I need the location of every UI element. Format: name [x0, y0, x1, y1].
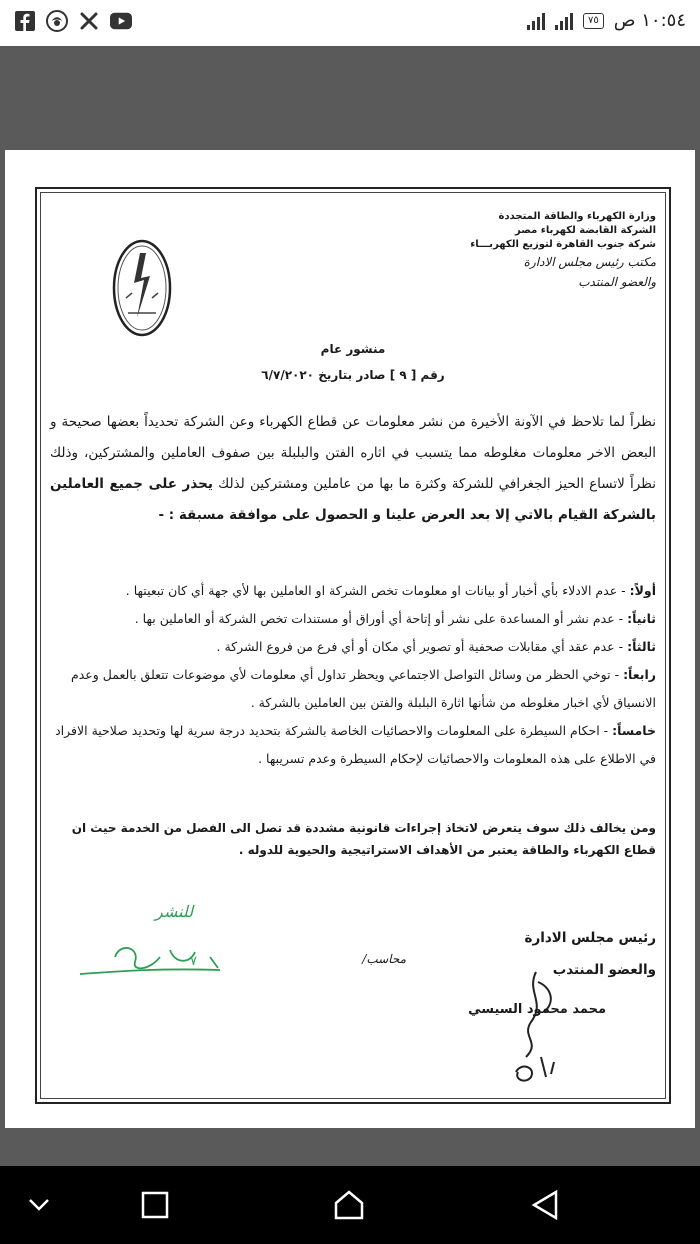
handwritten-note [70, 902, 230, 1012]
status-bar [0, 0, 700, 46]
letterhead-line-2: الشركة القابضة لكهرباء مصر [515, 225, 656, 236]
letterhead-line-3: شركة جنوب القاهرة لتوزيع الكهربـــاء [470, 239, 656, 250]
notification-icons [14, 10, 132, 32]
signal-icon [527, 12, 545, 30]
system-status [527, 10, 686, 31]
x-icon [78, 10, 100, 32]
office-handwritten-1: مكتب رئيس مجلس الادارة [523, 255, 656, 269]
signer-name: محمد محمود السيسي [468, 1002, 606, 1017]
facebook-icon [14, 10, 36, 32]
directives-list [50, 577, 656, 773]
document-body [50, 202, 656, 1092]
intro-text: نظراً لما تلاحظ في الآونة الأخيرة من نشر معلومات عن قطاع الكهرباء وعن الشركة تحديداً بعضها صحيحة و البعض الاخر معلومات مغلوطه مما يتسبب في اثاره الفتن والبلبلة بين صفوف العاملين والمشتركين، وذلك نظراً لاتساع الحيز الجغرافي للشركة وكثرة ما بها من عاملين ومشتركين لذلك [50, 414, 656, 492]
document-image[interactable] [5, 150, 695, 1128]
handwritten-date: ٧ [190, 954, 197, 969]
back-button[interactable] [528, 1188, 562, 1222]
letterhead [470, 210, 656, 292]
directive-item: ثانياً: - عدم نشر أو المساعدة على نشر أو إتاحة أي أوراق أو مستندات تخص الشركة أو العاملين بها . [134, 611, 656, 626]
youtube-icon [110, 10, 132, 32]
directive-item: رابعاً: - توخي الحظر من وسائل التواصل الاجتماعي ويحظر تداول أي معلومات لأي موضوعات تتعلق بالعمل وعدم الانسياق لأي اخبار مغلوطه من شأنها اثارة البلبلة والفتن بين العاملين بالشركة . [70, 667, 656, 710]
handwritten-signature [466, 962, 596, 1092]
handwritten-note-text: للنشر [155, 902, 194, 921]
warning-paragraph: ومن يخالف ذلك سوف يتعرض لاتخاذ إجراءات قانونية مشددة قد تصل الى الفصل من الخدمة حيث ان قطاع الكهرباء والطاقة يعتبر من الأهداف الاستراتيجية والحيوية للدوله . [71, 821, 656, 857]
signal-icon-2 [555, 12, 573, 30]
intro-paragraph [50, 407, 656, 531]
intro-directive: يحذر على جميع العاملين بالشركة القيام بالاتي إلا بعد العرض علينا و الحصول على موافقة مسبقة : - [50, 476, 656, 523]
navigation-bar [0, 1166, 700, 1244]
circular-title: منشور عام [320, 342, 386, 356]
directive-item: خامساً: - احكام السيطرة على المعلومات والاحصائيات الخاصة بالشركة بتحديد درجة سرية لها وتحديد صلاحية الافراد في الاطلاع على هذه المعلومات والاحصائيات لإحكام السيطرة وعدم تسريبها . [55, 723, 656, 766]
chevron-down-icon[interactable] [22, 1188, 56, 1222]
accountant-label: محاسب/ [362, 952, 406, 966]
directive-item: ثالثاً: - عدم عقد أي مقابلات صحفية أو تصوير أي مكان أو أي فرع من فروع الشركة . [216, 639, 656, 654]
directive-item: أولاً: - عدم الادلاء بأي أخبار أو بيانات او معلومات تخص الشركة او العاملين بها لأي جهة أي كان تبعيتها . [125, 583, 656, 598]
letterhead-line-1: وزارة الكهرباء والطاقة المتجددة [498, 211, 656, 222]
recent-apps-button[interactable] [138, 1188, 172, 1222]
app-icon [46, 10, 68, 32]
battery-icon: ٧٥ [583, 13, 604, 29]
clock: ١٠:٥٤ ص [613, 10, 686, 31]
company-logo [112, 238, 172, 338]
managing-director-title: والعضو المنتدب [552, 962, 656, 978]
home-button[interactable] [332, 1188, 366, 1222]
chairman-title: رئيس مجلس الادارة [524, 930, 656, 946]
office-handwritten-2: والعضو المنتدب [578, 275, 656, 289]
circular-number: رقم [ ٩ ] صادر بتاريخ ٦/٧/٢٠٢٠ [261, 368, 445, 382]
